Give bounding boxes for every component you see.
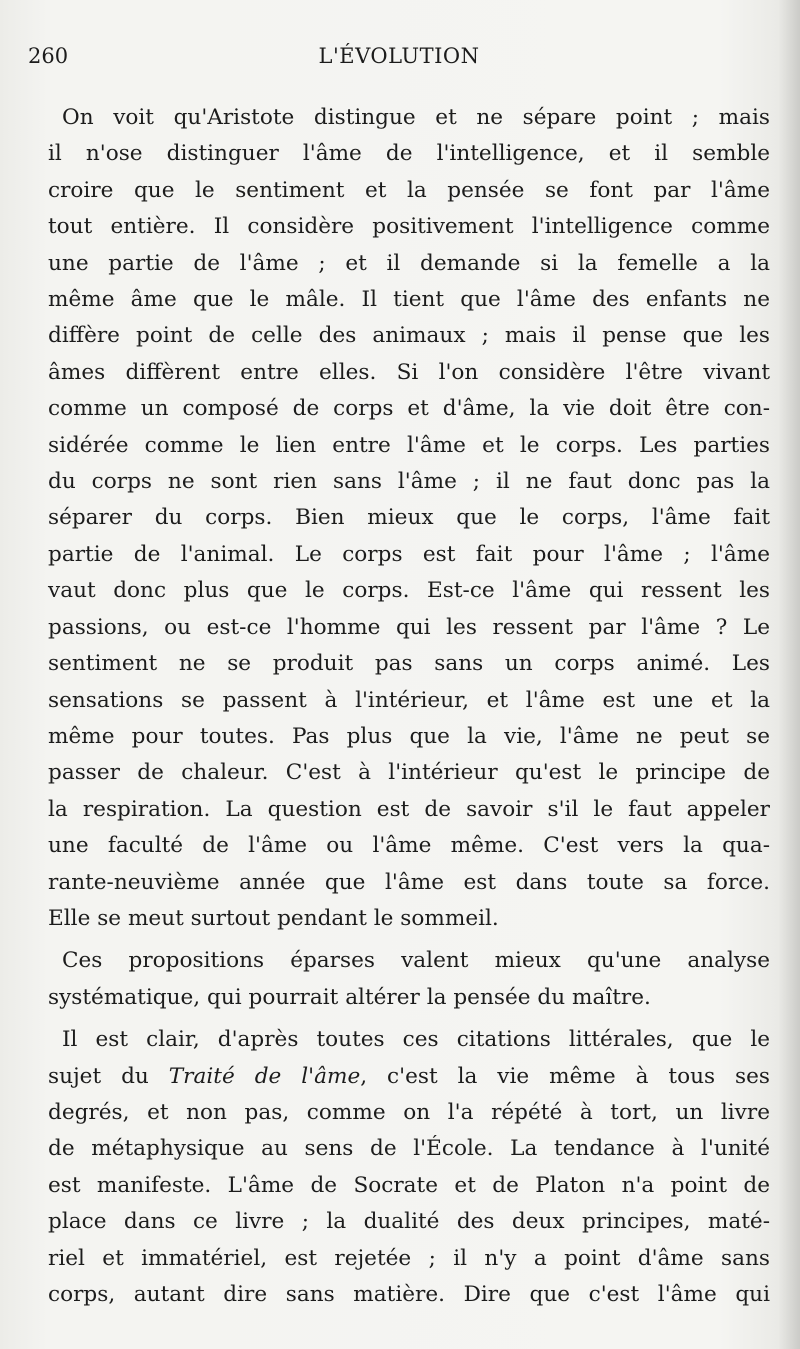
text-line: une faculté de l'âme ou l'âme même. C'est vers la qua- (48, 833, 770, 859)
text-fragment: , c'est la vie même à tous ses (360, 1063, 770, 1089)
paragraph-2 (48, 943, 770, 1016)
text-line: même âme que le mâle. Il tient que l'âme des enfants ne (48, 287, 770, 313)
running-title: L'ÉVOLUTION (318, 44, 480, 68)
text-line: sentiment ne se produit pas sans un corps animé. Les (48, 651, 770, 677)
page-body (48, 100, 770, 1313)
text-line: place dans ce livre ; la dualité des deux principes, maté- (48, 1209, 770, 1235)
text-line (48, 1059, 770, 1095)
text-line: corps, autant dire sans matière. Dire que c'est l'âme qui (48, 1282, 770, 1307)
paragraph-1 (48, 100, 770, 937)
book-title-italic: Traité de l'âme (168, 1063, 361, 1089)
text-line: sidérée comme le lien entre l'âme et le corps. Les parties (48, 432, 770, 458)
text-line: rante-neuvième année que l'âme est dans toute sa force. (48, 869, 770, 895)
text-line: la respiration. La question est de savoir s'il le faut appeler (48, 796, 770, 822)
text-line: croire que le sentiment et la pensée se font par l'âme (48, 177, 770, 203)
text-line: est manifeste. L'âme de Socrate et de Platon n'a point de (48, 1172, 770, 1198)
text-line: tout entière. Il considère positivement l'intelligence comme (48, 214, 770, 240)
page-header (28, 44, 770, 80)
text-line: partie de l'animal. Le corps est fait pour l'âme ; l'âme (48, 541, 770, 567)
page-number: 260 (28, 44, 69, 68)
text-line: sensations se passent à l'intérieur, et l'âme est une et la (48, 687, 770, 713)
paragraph-3 (48, 1022, 770, 1313)
text-line: diffère point de celle des animaux ; mais il pense que les (48, 323, 770, 349)
text-fragment: sujet du (48, 1063, 169, 1089)
text-line: comme un composé de corps et d'âme, la vie doit être con- (48, 396, 770, 422)
text-line: il n'ose distinguer l'âme de l'intelligence, et il semble (48, 141, 770, 167)
text-line: âmes diffèrent entre elles. Si l'on considère l'être vivant (48, 359, 770, 385)
text-line: une partie de l'âme ; et il demande si la femelle a la (48, 250, 770, 276)
text-line: riel et immatériel, est rejetée ; il n'y a point d'âme sans (48, 1245, 770, 1271)
text-line: même pour toutes. Pas plus que la vie, l'âme ne peut se (48, 723, 770, 749)
text-line: de métaphysique au sens de l'École. La tendance à l'unité (48, 1136, 770, 1162)
text-line: vaut donc plus que le corps. Est-ce l'âme qui ressent les (48, 578, 770, 604)
text-line: On voit qu'Aristote distingue et ne sépare point ; mais (62, 105, 770, 130)
text-line: passer de chaleur. C'est à l'intérieur qu'est le principe de (48, 760, 770, 786)
text-line: passions, ou est-ce l'homme qui les ressent par l'âme ? Le (48, 614, 770, 640)
text-line: systématique, qui pourrait altérer la pensée du maître. (48, 984, 651, 1010)
text-line: degrés, et non pas, comme on l'a répété à tort, un livre (48, 1099, 770, 1125)
text-line: séparer du corps. Bien mieux que le corps, l'âme fait (48, 505, 770, 531)
text-line: Il est clair, d'après toutes ces citations littérales, que le (62, 1027, 770, 1053)
text-line: du corps ne sont rien sans l'âme ; il ne faut donc pas la (48, 469, 770, 495)
text-line: Ces propositions éparses valent mieux qu'une analyse (62, 948, 770, 974)
page-edge-shadow (778, 0, 800, 1349)
text-line: Elle se meut surtout pendant le sommeil. (48, 905, 499, 931)
